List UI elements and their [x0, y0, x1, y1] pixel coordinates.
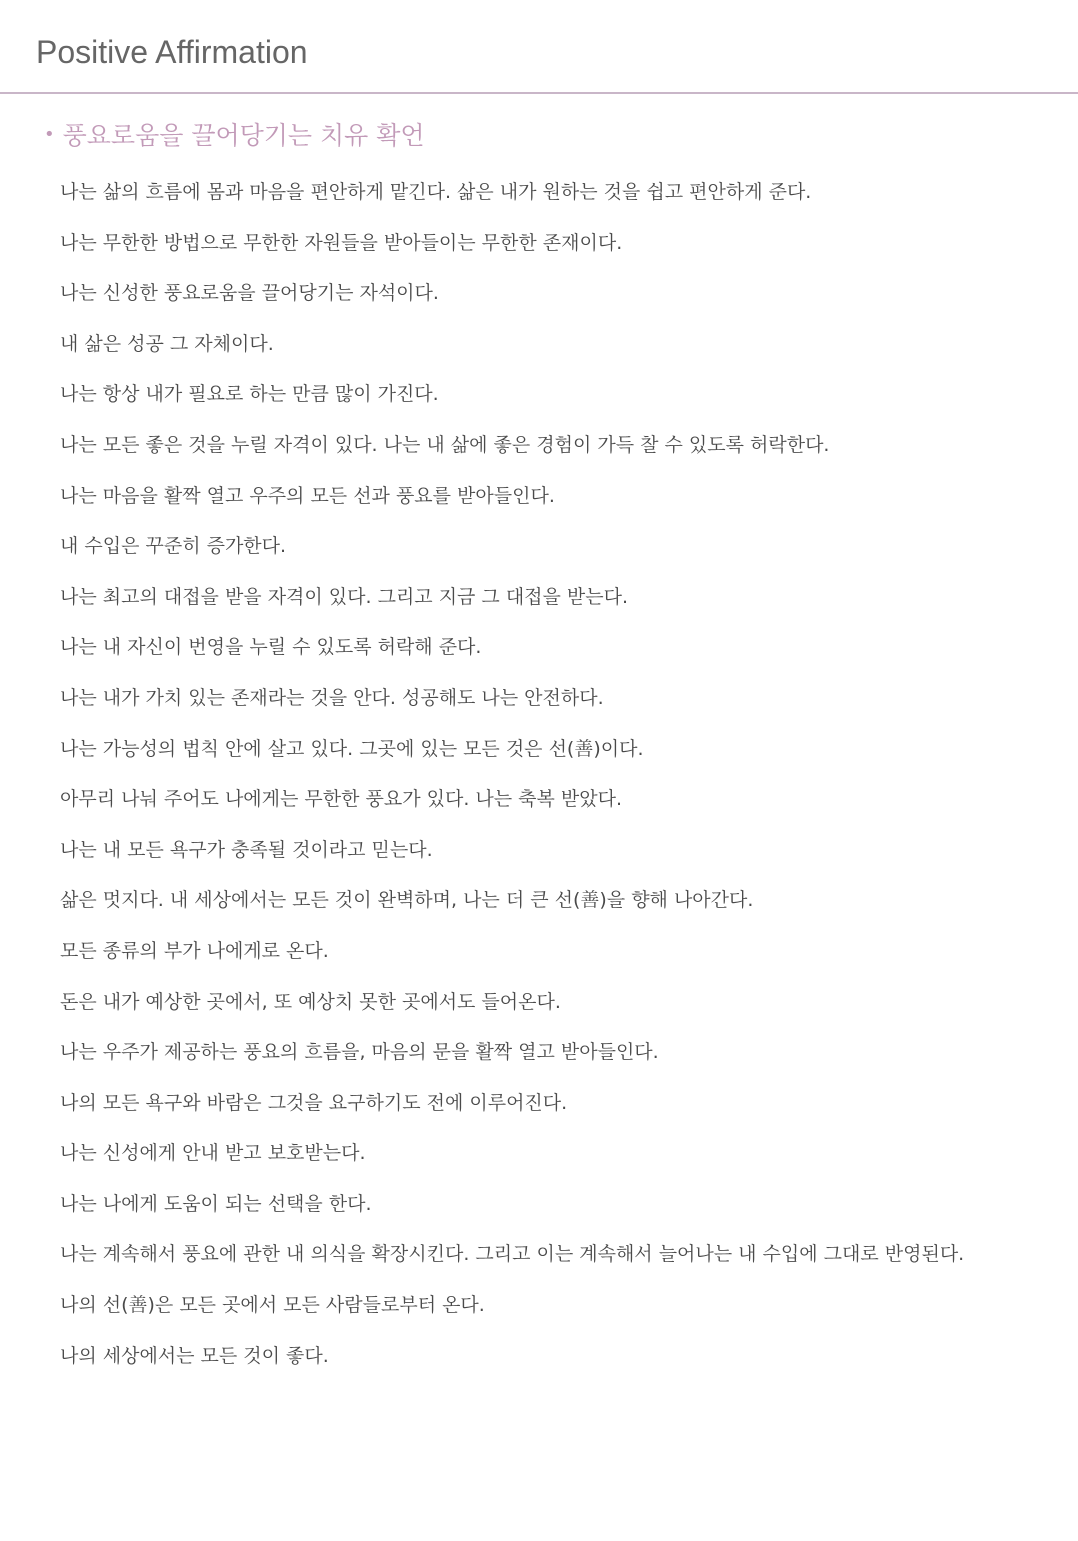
affirmation-item: 내 수입은 꾸준히 증가한다.	[60, 535, 287, 558]
affirmation-item: 나는 신성한 풍요로움을 끌어당기는 자석이다.	[60, 282, 439, 305]
affirmation-item: 나는 항상 내가 필요로 하는 만큼 많이 가진다.	[60, 383, 439, 406]
affirmation-item: 나는 내가 가치 있는 존재라는 것을 안다. 성공해도 나는 안전하다.	[60, 686, 604, 709]
affirmation-item: 나는 삶의 흐름에 몸과 마음을 편안하게 맡긴다. 삶은 내가 원하는 것을 쉽고 편안하게 준다.	[60, 181, 812, 203]
bullet-icon: •	[44, 124, 55, 145]
affirmation-item: 나는 마음을 활짝 열고 우주의 모든 선과 풍요를 받아들인다.	[60, 484, 555, 507]
section-heading-text: 풍요로움을 끌어당기는 치유 확언	[62, 121, 425, 150]
affirmation-item: 삶은 멋지다. 내 세상에서는 모든 것이 완벽하며, 나는 더 큰 선(善)을 향해 나아간다.	[60, 889, 754, 912]
affirmation-item: 나는 내 모든 욕구가 충족될 것이라고 믿는다.	[60, 838, 433, 861]
affirmation-item: 나는 계속해서 풍요에 관한 내 의식을 확장시킨다. 그리고 이는 계속해서 늘어나는 내 수입에 그대로 반영된다.	[60, 1243, 965, 1266]
affirmation-item: 내 삶은 성공 그 자체이다.	[60, 332, 274, 355]
affirmation-item: 나는 모든 좋은 것을 누릴 자격이 있다. 나는 내 삶에 좋은 경험이 가득 찰 수 있도록 허락한다.	[60, 433, 830, 456]
affirmation-item: 나는 우주가 제공하는 풍요의 흐름을, 마음의 문을 활짝 열고 받아들인다.	[60, 1041, 659, 1064]
affirmation-item: 아무리 나눠 주어도 나에게는 무한한 풍요가 있다. 나는 축복 받았다.	[60, 788, 622, 811]
affirmation-item: 나는 최고의 대접을 받을 자격이 있다. 그리고 지금 그 대접을 받는다.	[60, 585, 629, 608]
page-title: Positive Affirmation	[36, 34, 308, 70]
page-header	[0, 0, 1078, 94]
section-heading	[44, 118, 425, 155]
affirmation-item: 나는 무한한 방법으로 무한한 자원들을 받아들이는 무한한 존재이다.	[60, 231, 623, 254]
affirmation-item: 나의 세상에서는 모든 것이 좋다.	[60, 1344, 329, 1367]
affirmation-item: 돈은 내가 예상한 곳에서, 또 예상치 못한 곳에서도 들어온다.	[60, 990, 561, 1013]
affirmation-item: 나는 신성에게 안내 받고 보호받는다.	[60, 1142, 366, 1165]
affirmation-item: 나는 가능성의 법칙 안에 살고 있다. 그곳에 있는 모든 것은 선(善)이다.	[60, 737, 644, 760]
affirmation-list	[60, 175, 964, 1389]
affirmation-item: 모든 종류의 부가 나에게로 온다.	[60, 939, 329, 962]
affirmation-item: 나의 선(善)은 모든 곳에서 모든 사람들로부터 온다.	[60, 1294, 485, 1317]
affirmation-item: 나는 나에게 도움이 되는 선택을 한다.	[60, 1192, 372, 1215]
affirmation-item: 나는 내 자신이 번영을 누릴 수 있도록 허락해 준다.	[60, 636, 482, 659]
affirmation-item: 나의 모든 욕구와 바람은 그것을 요구하기도 전에 이루어진다.	[60, 1091, 568, 1114]
